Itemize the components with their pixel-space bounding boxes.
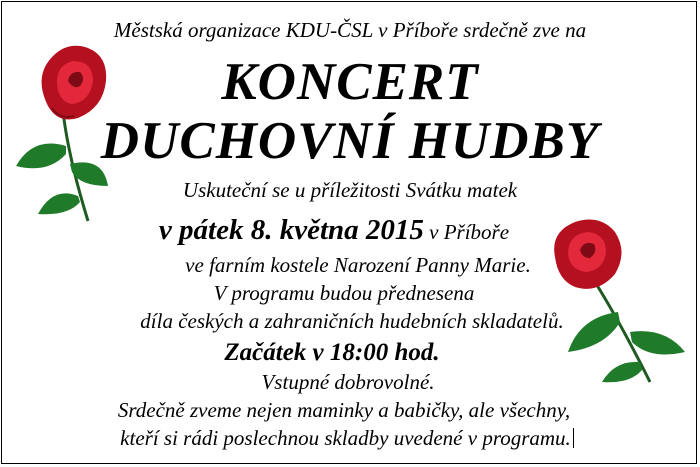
program-line-1: V programu budou přednesena: [213, 281, 475, 305]
closing-line-2-wrap: [0, 426, 697, 451]
venue-text: ve farním kostele Narození Panny Marie.: [185, 253, 531, 277]
title-line-1: KONCERT: [221, 53, 479, 111]
closing-line-1: Srdečně zveme nejen maminky a babičky, ale všechny,: [117, 398, 571, 422]
start-time-text: Začátek v 18:00 hod.: [224, 339, 440, 366]
entry-text: Vstupné dobrovolné.: [261, 370, 435, 394]
date-line: [0, 214, 684, 247]
occasion-text: Uskuteční se u příležitosti Svátku matek: [182, 178, 518, 202]
intro-text: Městská organizace KDU-ČSL v Příboře srdečně zve na: [113, 18, 587, 42]
closing-line-2: kteří si rádi poslechnou skladby uvedené v programu.: [120, 426, 571, 450]
date-place-text: v Příboře: [423, 220, 510, 244]
text-cursor: [573, 428, 574, 448]
program-line-2: díla českých a zahraničních hudebních skladatelů.: [140, 309, 564, 333]
date-text: v pátek 8. května 2015: [158, 214, 424, 246]
title-line-2: DUCHOVNÍ HUDBY: [100, 112, 600, 170]
